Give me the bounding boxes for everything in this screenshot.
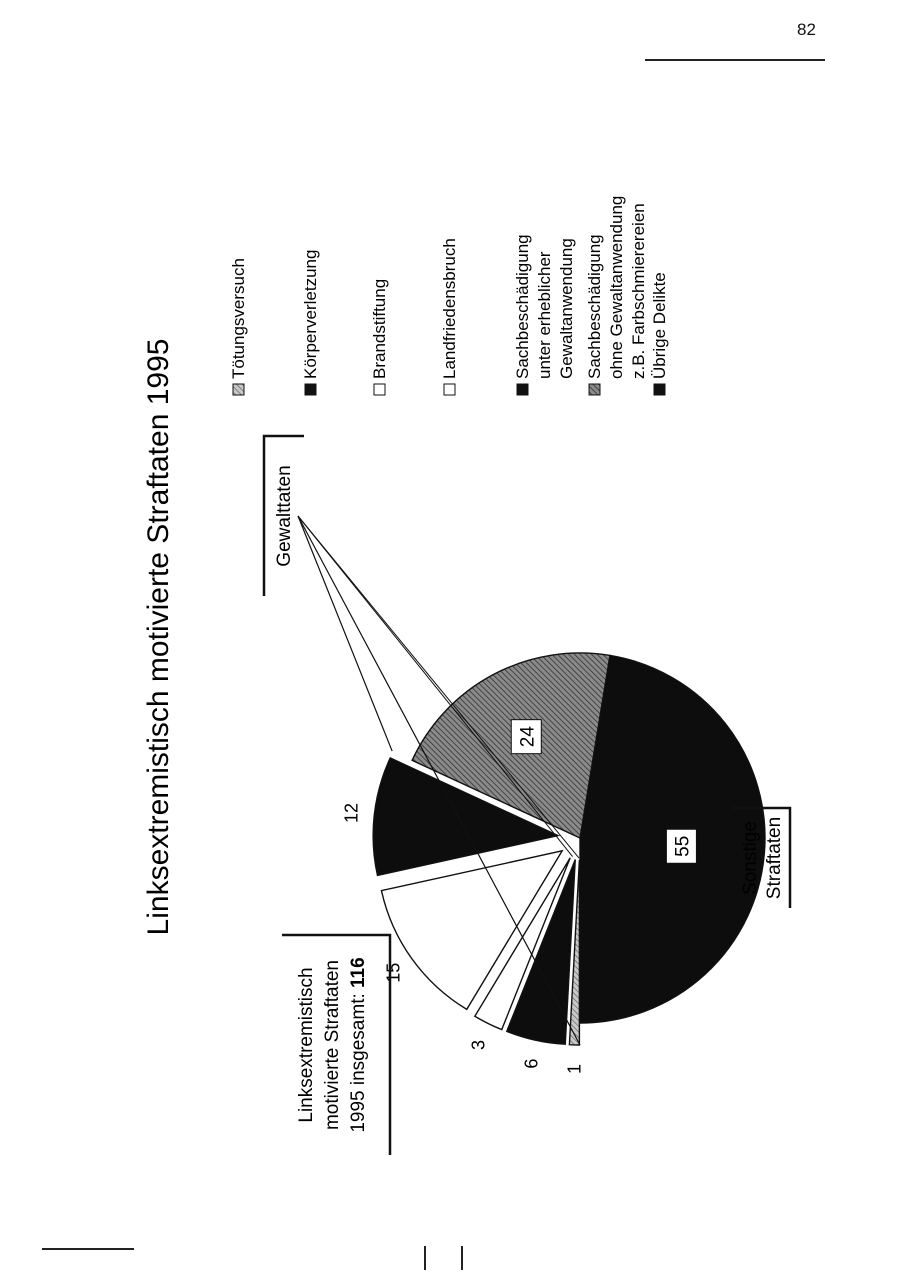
total-label-line: Linksextremistisch [296, 967, 317, 1123]
callout-sonstige: Straftaten [764, 816, 785, 900]
legend-label: Sachbeschädigung [513, 234, 532, 379]
value-label: 55 [672, 835, 694, 857]
legend-label: z.B. Farbschmierereien [629, 203, 648, 379]
chart-title: Linksextremistisch motivierte Straftaten 1995 [142, 338, 175, 936]
legend-label: unter erheblicher [535, 251, 554, 379]
page-number: 82 [797, 20, 816, 39]
legend-swatch [654, 384, 665, 395]
legend-label: Brandstiftung [370, 278, 389, 379]
legend-swatch [517, 384, 528, 395]
legend-label: ohne Gewaltanwendung [607, 195, 626, 379]
legend-swatch [233, 384, 244, 395]
total-label-line: 1995 insgesamt: 116 [348, 957, 369, 1133]
value-label: 6 [521, 1058, 542, 1069]
legend-swatch [444, 384, 455, 395]
legend-swatch [589, 384, 600, 395]
legend-label: Tötungsversuch [229, 258, 248, 379]
legend-swatch [374, 384, 385, 395]
legend-label: Körperverletzung [301, 249, 320, 379]
legend-label: Sachbeschädigung [585, 234, 604, 379]
legend-swatch [305, 384, 316, 395]
total-label-line: motivierte Straftaten [322, 959, 343, 1131]
value-label: 24 [517, 726, 539, 748]
value-label: 12 [341, 803, 362, 824]
callout-sonstige: Sonstige [740, 821, 761, 895]
value-label: 3 [468, 1039, 489, 1050]
value-label: 1 [564, 1063, 585, 1074]
callout-gewalttaten: Gewalttaten [274, 465, 295, 567]
legend-label: Übrige Delikte [650, 272, 669, 379]
legend-label: Landfriedensbruch [440, 238, 459, 379]
leader-line [298, 516, 392, 751]
value-label: 15 [383, 962, 404, 983]
legend-label: Gewaltanwendung [557, 238, 576, 379]
